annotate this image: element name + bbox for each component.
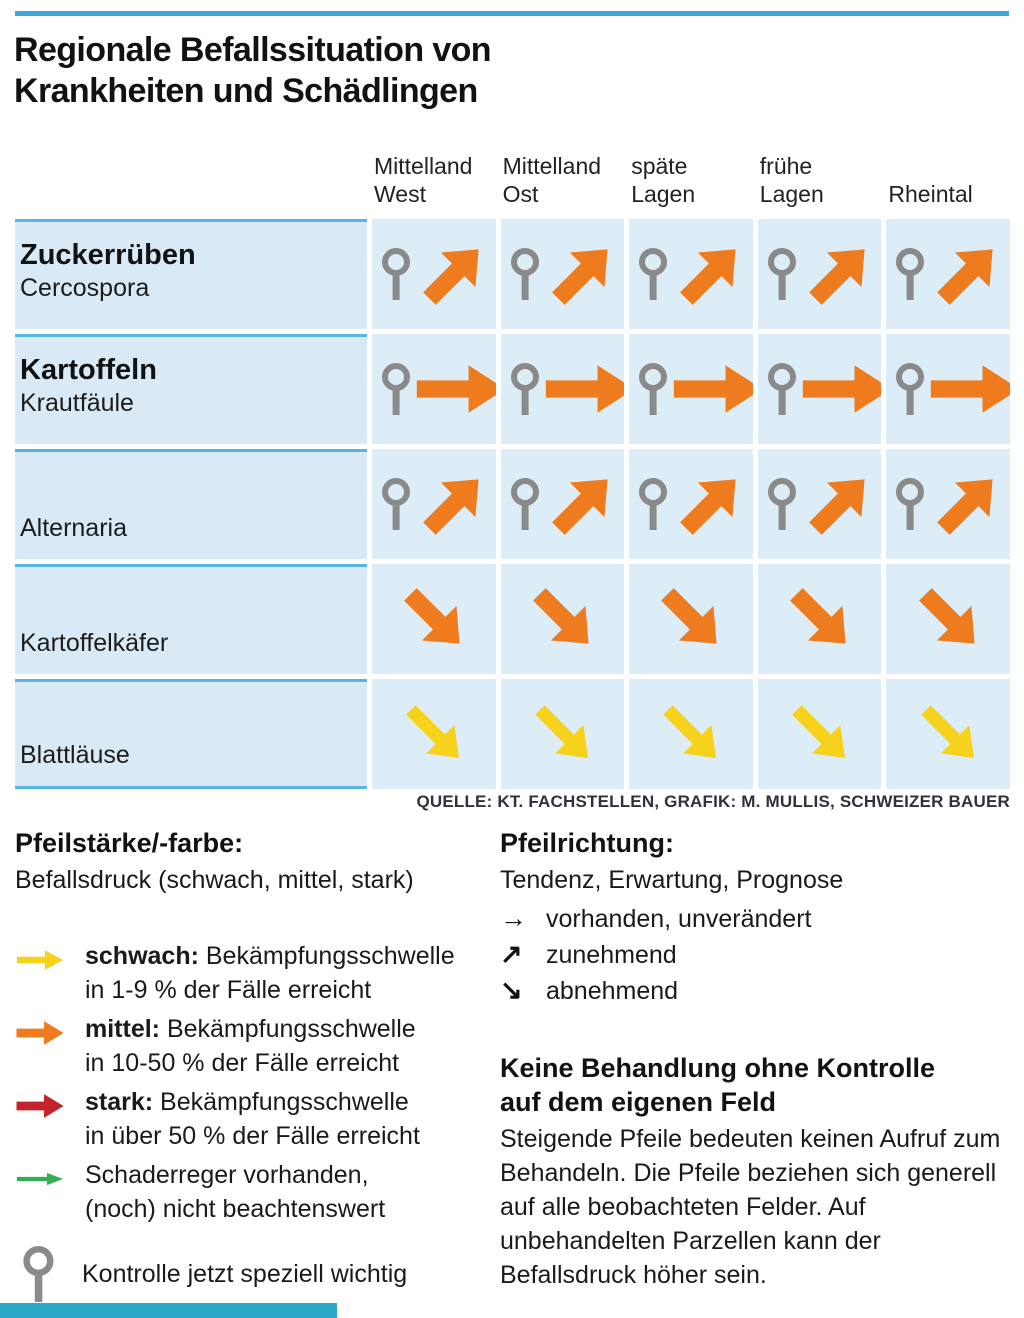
pest-name: Blattläuse <box>20 741 130 769</box>
title-line-2: Krankheiten und Schädlingen <box>14 72 478 110</box>
magnifier-note <box>15 1246 475 1303</box>
trend-arrow-right-icon <box>15 1088 65 1124</box>
legend-item <box>15 1085 475 1153</box>
matrix-cell <box>372 334 496 444</box>
matrix-cell <box>629 679 753 789</box>
page-title <box>14 30 491 112</box>
matrix-cell <box>758 564 882 674</box>
trend-arrow-down-icon <box>640 682 745 787</box>
crop-name: Zuckerrüben <box>20 239 196 271</box>
trend-arrow-down-icon <box>512 567 617 672</box>
direction-item <box>500 901 1020 937</box>
trend-arrow-down-icon <box>640 567 745 672</box>
legend-item-text: schwach: Bekämpfungsschwelle in 1-9 % der Fälle erreicht <box>85 942 455 1004</box>
kontrolle-magnifier-icon <box>509 363 543 416</box>
matrix-cell <box>501 449 625 559</box>
direction-label: vorhanden, unverändert <box>546 905 812 933</box>
matrix-cell <box>758 334 882 444</box>
kontrolle-magnifier-icon <box>766 363 800 416</box>
legend-item <box>15 939 475 1007</box>
note-heading <box>500 1051 1020 1119</box>
crop-name: Kartoffeln <box>20 354 157 386</box>
trend-arrow-down-icon <box>897 567 1002 672</box>
trend-arrow-down-icon <box>769 567 874 672</box>
column-header: Rheintal <box>888 181 973 207</box>
legend-strength-items <box>15 939 475 1226</box>
trend-arrow-down-icon <box>897 682 1002 787</box>
trend-arrow-right-icon <box>928 353 1010 425</box>
legend-item-text: stark: Bekämpfungsschwelle in über 50 % der Fälle erreicht <box>85 1088 420 1150</box>
trend-arrow-up-icon <box>787 452 881 557</box>
matrix-cell <box>886 449 1010 559</box>
matrix-cell <box>501 334 625 444</box>
direction-arrow-glyph: ↗ <box>500 939 523 969</box>
trend-arrow-down-icon <box>383 567 488 672</box>
trend-arrow-up-icon <box>659 452 753 557</box>
title-line-1: Regionale Befallssituation von <box>14 31 491 69</box>
note-body: Steigende Pfeile bedeuten keinen Aufruf zum Behandeln. Die Pfeile beziehen sich generell auf alle beobachteten Felder. Auf unbehandelten Parzellen kann der Befallsdruck höher sein. <box>500 1125 1001 1289</box>
legend-right-heading: Pfeilrichtung: <box>500 828 674 858</box>
trend-arrow-up-icon <box>402 452 496 557</box>
note-heading-line-1: Keine Behandlung ohne Kontrolle <box>500 1053 936 1083</box>
legend-item-text: Schaderreger vorhanden, (noch) nicht beachtenswert <box>85 1161 386 1223</box>
matrix-cell <box>758 679 882 789</box>
trend-arrow-down-icon <box>769 682 874 787</box>
trend-arrow-up-icon <box>402 222 496 327</box>
pest-name: Kartoffelkäfer <box>20 629 169 657</box>
kontrolle-magnifier-icon <box>21 1246 58 1303</box>
legend-left-subheading: Befallsdruck (schwach, mittel, stark) <box>15 866 414 894</box>
kontrolle-magnifier-icon <box>894 363 928 416</box>
column-header: Mittelland West <box>374 153 473 207</box>
direction-arrow-glyph: → <box>500 903 527 933</box>
direction-label: abnehmend <box>546 977 679 1005</box>
matrix-cell <box>372 449 496 559</box>
trend-arrow-up-icon <box>787 222 881 327</box>
trend-arrow-right-icon <box>414 353 496 425</box>
row-label <box>15 449 367 559</box>
matrix-cell <box>629 219 753 329</box>
trend-arrow-right-icon <box>15 1161 65 1197</box>
note-heading-line-2: auf dem eigenen Feld <box>500 1087 777 1117</box>
matrix-cell <box>886 564 1010 674</box>
trend-arrow-right-icon <box>15 1015 65 1051</box>
matrix-cell <box>886 334 1010 444</box>
trend-arrow-up-icon <box>530 222 624 327</box>
legend-direction-items <box>500 901 1020 1009</box>
trend-arrow-up-icon <box>659 222 753 327</box>
legend-item-text: mittel: Bekämpfungsschwelle in 10-50 % der Fälle erreicht <box>85 1015 416 1077</box>
column-header: späte Lagen <box>631 153 696 207</box>
trend-arrow-up-icon <box>530 452 624 557</box>
trend-arrow-right-icon <box>15 942 65 978</box>
matrix-cell <box>629 564 753 674</box>
kontrolle-magnifier-icon <box>637 363 671 416</box>
column-header: frühe Lagen <box>759 153 824 207</box>
column-headers <box>372 138 1010 208</box>
matrix-cell <box>758 449 882 559</box>
kontrolle-magnifier-icon <box>380 363 414 416</box>
row-label <box>15 219 367 329</box>
trend-arrow-right-icon <box>543 353 625 425</box>
source-credit: QUELLE: KT. FACHSTELLEN, GRAFIK: M. MULLIS, SCHWEIZER BAUER <box>416 792 1010 811</box>
direction-label: zunehmend <box>546 941 677 969</box>
direction-arrow-glyph: ↘ <box>500 975 523 1005</box>
matrix-cell <box>501 564 625 674</box>
trend-arrow-up-icon <box>916 222 1010 327</box>
row-label <box>15 679 367 789</box>
trend-arrow-right-icon <box>800 353 882 425</box>
pest-name: Krautfäule <box>20 389 134 417</box>
pest-name: Cercospora <box>20 274 150 302</box>
matrix-cell <box>372 679 496 789</box>
matrix-cell <box>501 219 625 329</box>
footer-bar <box>0 1303 337 1318</box>
legend-item <box>15 1012 475 1080</box>
matrix-cell <box>629 334 753 444</box>
trend-arrow-up-icon <box>916 452 1010 557</box>
matrix-cell <box>886 679 1010 789</box>
row-label <box>15 334 367 444</box>
direction-item <box>500 973 1020 1009</box>
matrix-cell <box>372 219 496 329</box>
matrix-cell <box>758 219 882 329</box>
matrix-cell <box>886 219 1010 329</box>
legend-left-heading: Pfeilstärke/-farbe: <box>15 828 244 858</box>
matrix-cell <box>629 449 753 559</box>
top-rule <box>15 11 1009 16</box>
direction-item <box>500 937 1020 973</box>
row-label <box>15 564 367 674</box>
legend-right-subheading: Tendenz, Erwartung, Prognose <box>500 866 844 894</box>
legend-arrow-direction <box>500 827 1020 1292</box>
trend-arrow-down-icon <box>512 682 617 787</box>
trend-arrow-right-icon <box>671 353 753 425</box>
matrix-table <box>15 219 1010 789</box>
legend-item <box>15 1158 475 1226</box>
matrix-cell <box>372 564 496 674</box>
matrix-cell <box>501 679 625 789</box>
trend-arrow-down-icon <box>383 682 488 787</box>
magnifier-note-text: Kontrolle jetzt speziell wichtig <box>82 1260 408 1288</box>
pest-name: Alternaria <box>20 514 127 542</box>
legend-arrow-strength <box>15 827 475 1303</box>
column-header: Mittelland Ost <box>502 153 602 207</box>
